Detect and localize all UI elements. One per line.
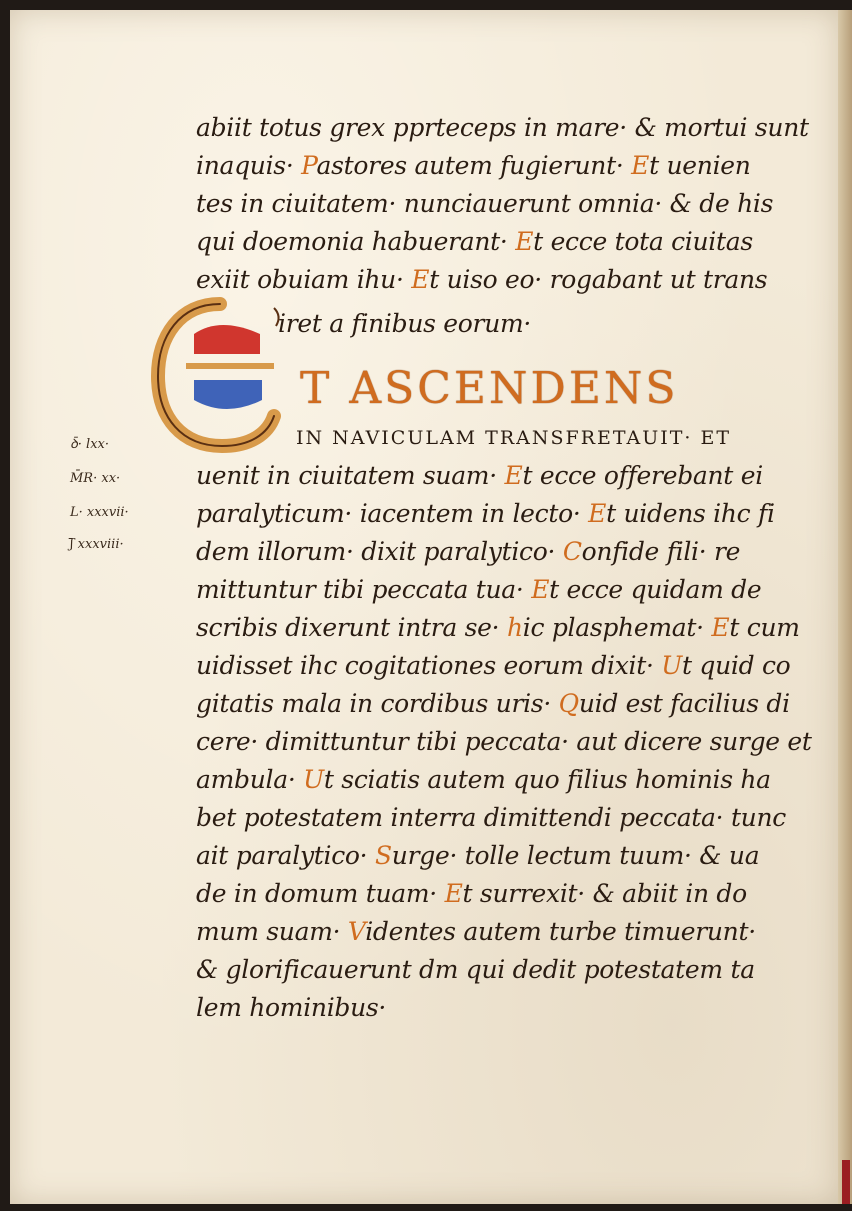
text-line: inaquis· Pastores autem fugierunt· Et uenien [196,151,751,180]
text-line: gitatis mala in cordibus uris· Quid est facilius di [196,689,790,718]
text-line: qui doemonia habuerant· Et ecce tota ciuitas [196,227,753,256]
margin-note: L· xxxvii· [70,505,129,520]
bookmark-ribbon [842,1160,850,1204]
text-line: & glorificauerunt dm qui dedit potestatem ta [196,955,755,984]
text-line: iret a finibus eorum· [278,309,532,338]
text-line: mittuntur tibi peccata tua· Et ecce quidam de [196,575,762,604]
text-line: scribis dixerunt intra se· hic plasphemat· Et cum [196,613,800,642]
text-line: ait paralytico· Surge· tolle lectum tuum· & ua [196,841,760,870]
text-line: mum suam· Videntes autem turbe timuerunt· [196,917,756,946]
text-line: lem hominibus· [196,993,387,1022]
text-line: exiit obuiam ihu· Et uiso eo· rogabant ut trans [196,265,768,294]
text-line: de in domum tuam· Et surrexit· & abiit in do [196,879,747,908]
text-line: ambula· Ut sciatis autem quo filius hominis ha [196,765,771,794]
margin-note: ꝺ̄· lxx· [70,437,110,452]
rubric-heading: T ASCENDENS [300,363,679,414]
margin-note: M̄R· xx· [70,471,121,486]
page-gutter [838,10,852,1204]
text-line: paralyticum· iacentem in lecto· Et uidens ihc fi [196,499,775,528]
text-line: dem illorum· dixit paralytico· Confide fili· re [196,537,741,566]
text-line: cere· dimittuntur tibi peccata· aut dicere surge et [196,727,812,756]
text-line: uenit in ciuitatem suam· Et ecce offerebant ei [196,461,763,490]
decorated-initial-E [150,296,290,456]
text-line: abiit totus grex pprteceps in mare· & mortui sunt [196,113,809,142]
text-line: tes in ciuitatem· nunciauerunt omnia· & de his [196,189,774,218]
margin-note: ʃ̄ xxxviii· [70,537,124,552]
text-line: uidisset ihc cogitationes eorum dixit· Ut quid co [196,651,791,680]
heading-continuation-line: IN NAVICULAM TRANSFRETAUIT· ET [296,427,732,449]
manuscript-folio [10,10,838,1204]
text-line: bet potestatem interra dimittendi peccata· tunc [196,803,786,832]
